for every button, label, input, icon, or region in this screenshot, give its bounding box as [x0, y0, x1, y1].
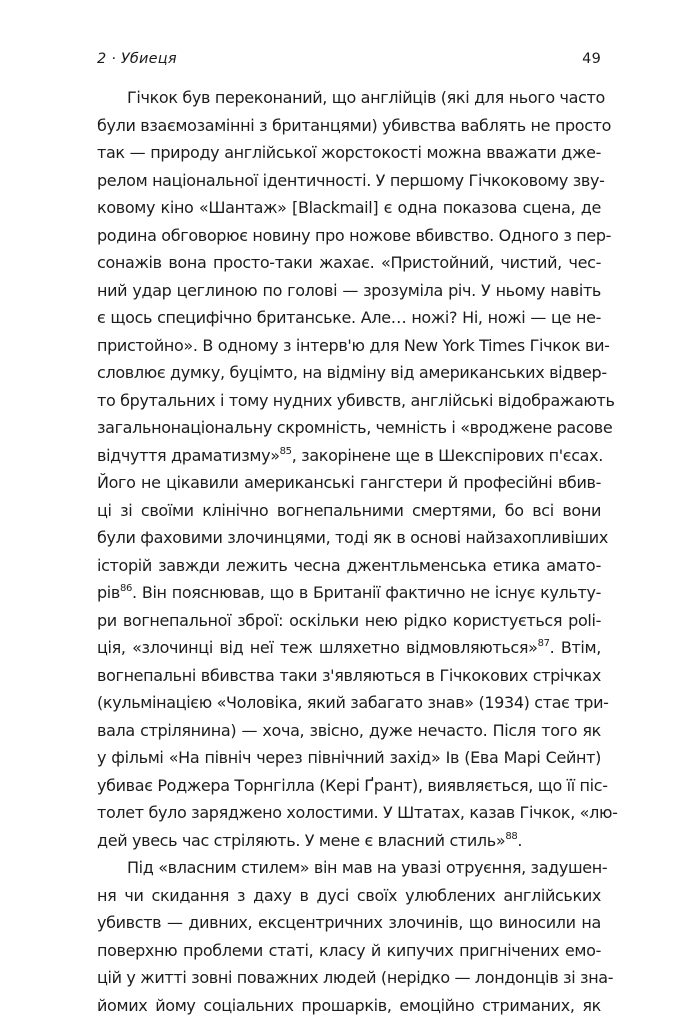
text-line: пристойно». В одному з інтерв'ю для New York Times Гічкок ви-	[97, 335, 610, 355]
text-line: Гічкок був переконаний, що англійців (які для нього часто	[127, 88, 605, 107]
text-segment: , закорінене ще в Шекспірових п'єсах.	[291, 445, 603, 465]
text-line: толет було заряджено холостими. У Штатах, казав Гічкок, «лю-	[97, 803, 618, 822]
body-text	[97, 84, 618, 1019]
text-line: у фільмі «На північ через північний захід» Ів (Ева Марі Сейнт)	[97, 748, 601, 767]
text-segment: рів	[97, 583, 120, 602]
text-line: цій у житті зовні поважних людей (нерідко — лондонців зі зна-	[97, 968, 614, 987]
text-segment: відчуття драматизму»	[97, 445, 280, 465]
footnote-ref-85: 85	[279, 445, 292, 457]
text-segment: ція, «злочинці від неї теж шляхетно відмовляються»	[97, 638, 538, 657]
text-line: вогнепальні вбивства таки з'являються в Гічкокових стрічках	[97, 665, 601, 685]
paragraph-2	[97, 854, 614, 1019]
text-line: Його не цікавили американські гангстери й професійні вбив-	[97, 473, 601, 492]
text-line: поверхню проблеми статі, класу й кипучих пригнічених емо-	[97, 940, 601, 960]
text-line: загальнонаціональну скромність, чемність і «вроджене расове	[97, 418, 613, 437]
text-line: родина обговорює новину про ножове вбивство. Одного з пер-	[97, 225, 612, 245]
text-line: вала стрілянина) — хоча, звісно, дуже нечасто. Після того як	[97, 720, 601, 740]
text-line: історій завжди лежить чесна джентльменська етика аматo-	[97, 555, 601, 575]
text-line: ня чи скидання з даху в дусі своїх улюблених англійських	[97, 885, 601, 905]
text-line: так — природу англійської жорстокості можна вважати дже-	[97, 143, 601, 162]
text-line: ковому кіно «Шантаж» [Blackmail] є одна показова сцена, де	[97, 198, 601, 217]
text-line: (кульмінацією «Чоловіка, який забагато знав» (1934) стає три-	[97, 693, 609, 712]
text-segment: .	[517, 830, 523, 850]
text-line: то брутальних і тому нудних убивств, англійські відображають	[97, 390, 615, 410]
text-line: були взаємозамінні з британцями) убивства ваблять не просто	[97, 115, 612, 135]
text-line: були фаховими злочинцями, тоді як в основі найзахопливіших	[97, 528, 608, 547]
text-line: сонажів вона просто-таки жахає. «Пристойний, чистий, чес-	[97, 253, 601, 272]
text-line: ний удар цеглиною по голові — зрозуміла річ. У ньому навіть	[97, 280, 601, 300]
text-line: Під «власним стилем» він мав на увазі отруєння, задушен-	[127, 858, 608, 877]
text-line	[97, 634, 601, 662]
text-segment: . Він пояснював, що в Британії фактично не існує культу-	[132, 583, 601, 602]
text-line	[97, 579, 601, 607]
running-head	[97, 47, 601, 71]
text-line: словлює думку, буцімто, на відміну від американських відвер-	[97, 363, 607, 382]
text-line	[97, 442, 601, 470]
text-line: є щось специфічно британське. Але… ножі? Ні, ножі — це не-	[97, 308, 601, 327]
text-segment: дей увесь час стріляють. У мене є власний стиль»	[97, 830, 506, 850]
text-line: йомих йому соціальних прошарків, емоційно стриманих, як	[97, 995, 601, 1015]
text-line: убиває Роджера Торнгілла (Кері Ґрант), виявляється, що її піс-	[97, 775, 608, 795]
text-line: ці зі своїми клінічно вогнепальними смертями, бо всі вони	[97, 500, 601, 520]
text-line: релом національної ідентичності. У першому Гічкоковому зву-	[97, 170, 605, 190]
footnote-ref-86: 86	[119, 583, 133, 594]
paragraph-1	[97, 84, 618, 854]
footnote-ref-88: 88	[505, 830, 518, 842]
text-line: убивств — дивних, ексцентричних злочинів, що виносили на	[97, 913, 601, 932]
page-number: 49	[582, 51, 601, 67]
text-segment: . Втім,	[549, 638, 601, 657]
text-line	[97, 827, 601, 855]
running-title: 2 · Убиеця	[97, 51, 177, 67]
footnote-ref-87: 87	[537, 638, 550, 649]
text-line: ри вогнепальної зброї: оскільки нею рідко користується polі-	[97, 610, 601, 630]
